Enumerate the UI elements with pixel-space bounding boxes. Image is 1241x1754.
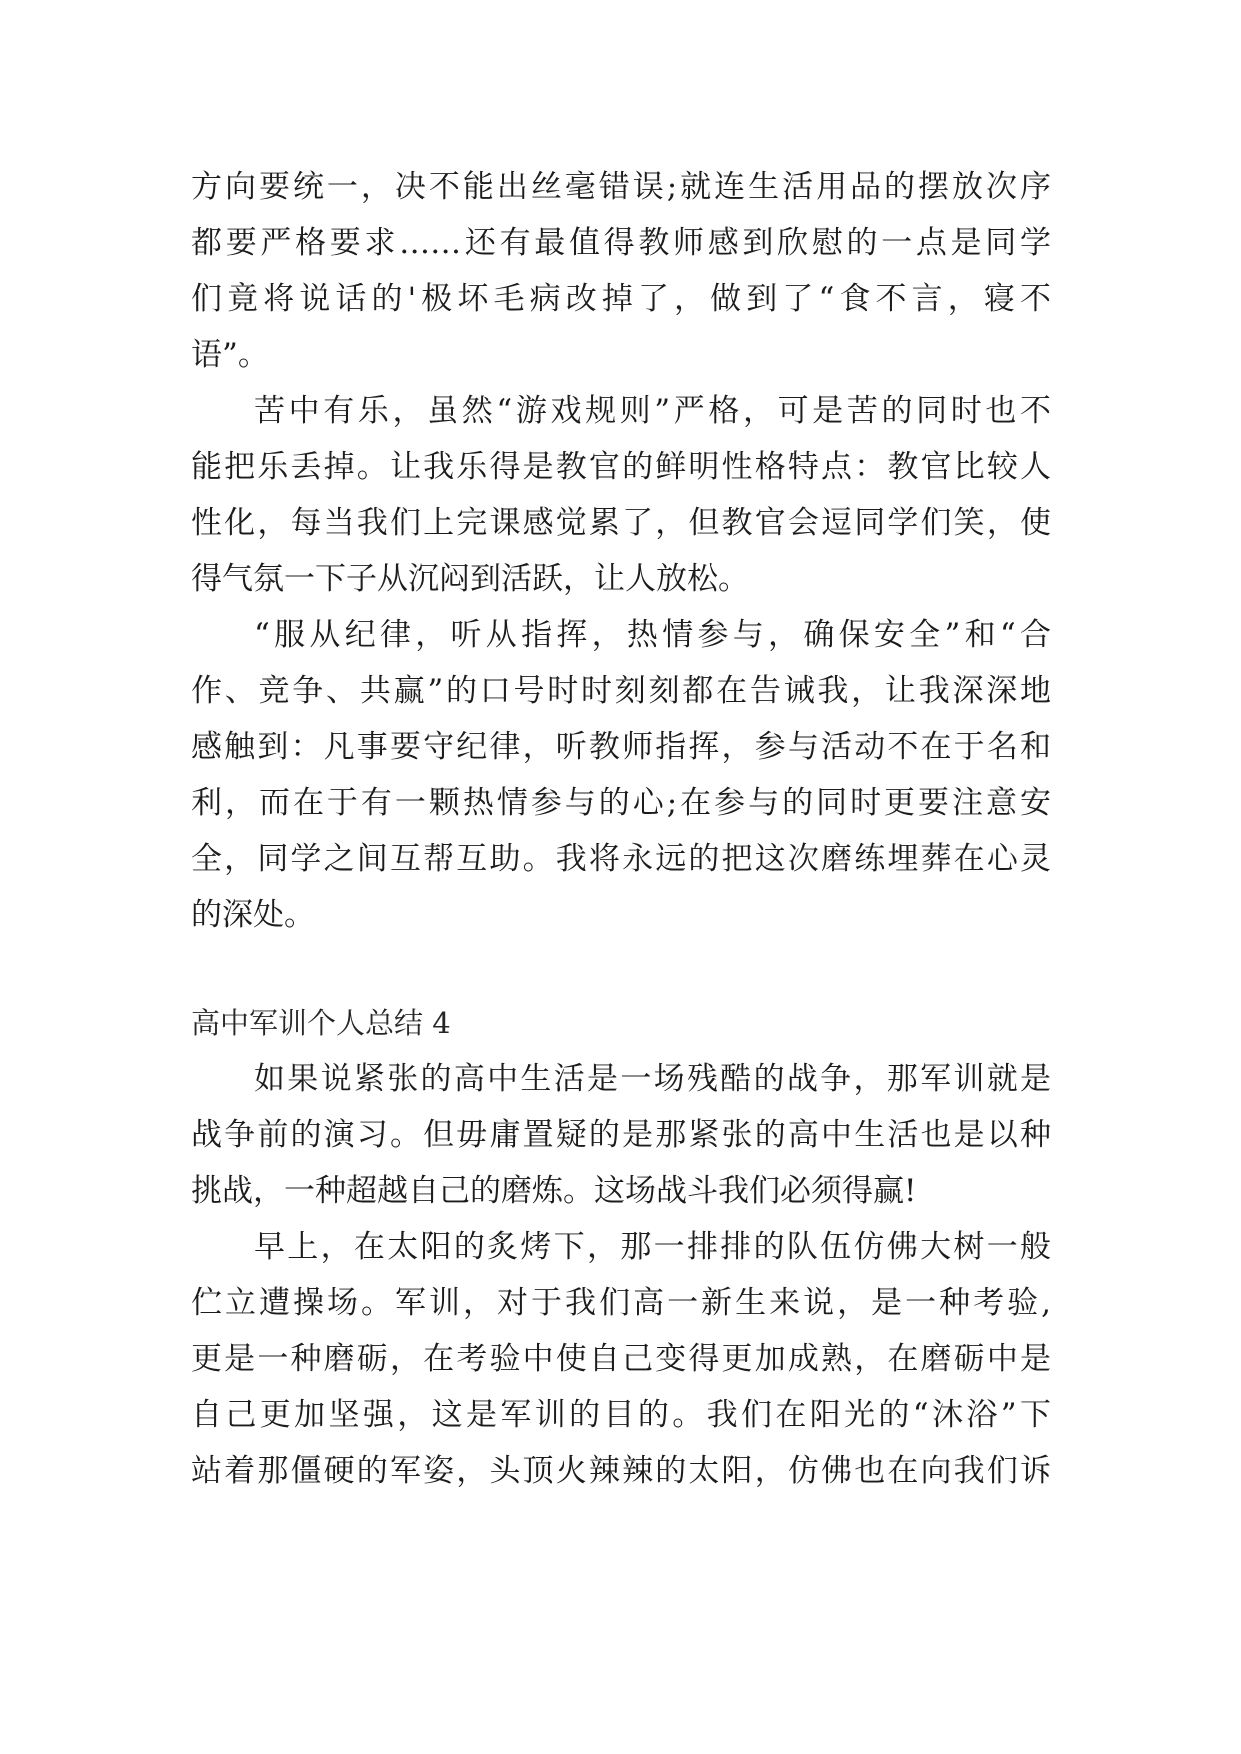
paragraph-first-line: “服从纪律，听从指挥，热情参与，确保安全”和“合 xyxy=(254,617,1051,653)
text-line: 得气氛一下子从沉闷到活跃，让人放松。 xyxy=(191,561,749,597)
text-line: 挑战，一种超越自己的磨炼。这场战斗我们必须得赢! xyxy=(191,1173,917,1209)
text-line: 能把乐丢掉。让我乐得是教官的鲜明性格特点：教官比较人 xyxy=(191,449,1051,485)
text-line: 方向要统一，决不能出丝毫错误;就连生活用品的摆放次序 xyxy=(191,169,1051,205)
text-line: 站着那僵硬的军姿，头顶火辣辣的太阳，仿佛也在向我们诉 xyxy=(191,1453,1051,1489)
text-line: 伫立遭操场。军训，对于我们高一新生来说，是一种考验, xyxy=(191,1285,1051,1321)
text-line: 利，而在于有一颗热情参与的心;在参与的同时更要注意安 xyxy=(191,785,1051,821)
text-line: 更是一种磨砺，在考验中使自己变得更加成熟，在磨砺中是 xyxy=(191,1341,1051,1377)
text-line: 战争前的演习。但毋庸置疑的是那紧张的高中生活也是以种 xyxy=(191,1117,1051,1153)
text-line: 们竟将说话的'极坏毛病改掉了，做到了“食不言，寝不 xyxy=(191,281,1051,317)
text-line: 全，同学之间互帮互助。我将永远的把这次磨练埋葬在心灵 xyxy=(191,841,1051,877)
section-heading: 高中军训个人总结 4 xyxy=(191,1006,451,1040)
paragraph-first-line: 早上，在太阳的炙烤下，那一排排的队伍仿佛大树一般 xyxy=(254,1229,1051,1265)
text-line: 作、竞争、共赢”的口号时时刻刻都在告诫我，让我深深地 xyxy=(191,673,1051,709)
text-line: 的深处。 xyxy=(191,897,315,933)
text-line: 性化，每当我们上完课感觉累了，但教官会逗同学们笑，使 xyxy=(191,505,1051,541)
paragraph-first-line: 如果说紧张的高中生活是一场残酷的战争，那军训就是 xyxy=(254,1061,1051,1097)
text-line: 感触到：凡事要守纪律，听教师指挥，参与活动不在于名和 xyxy=(191,729,1051,765)
text-line: 语”。 xyxy=(191,337,269,373)
text-line: 都要严格要求……还有最值得教师感到欣慰的一点是同学 xyxy=(191,225,1051,261)
text-line: 自己更加坚强，这是军训的目的。我们在阳光的“沐浴”下 xyxy=(191,1397,1051,1433)
paragraph-first-line: 苦中有乐，虽然“游戏规则”严格，可是苦的同时也不 xyxy=(254,393,1051,429)
